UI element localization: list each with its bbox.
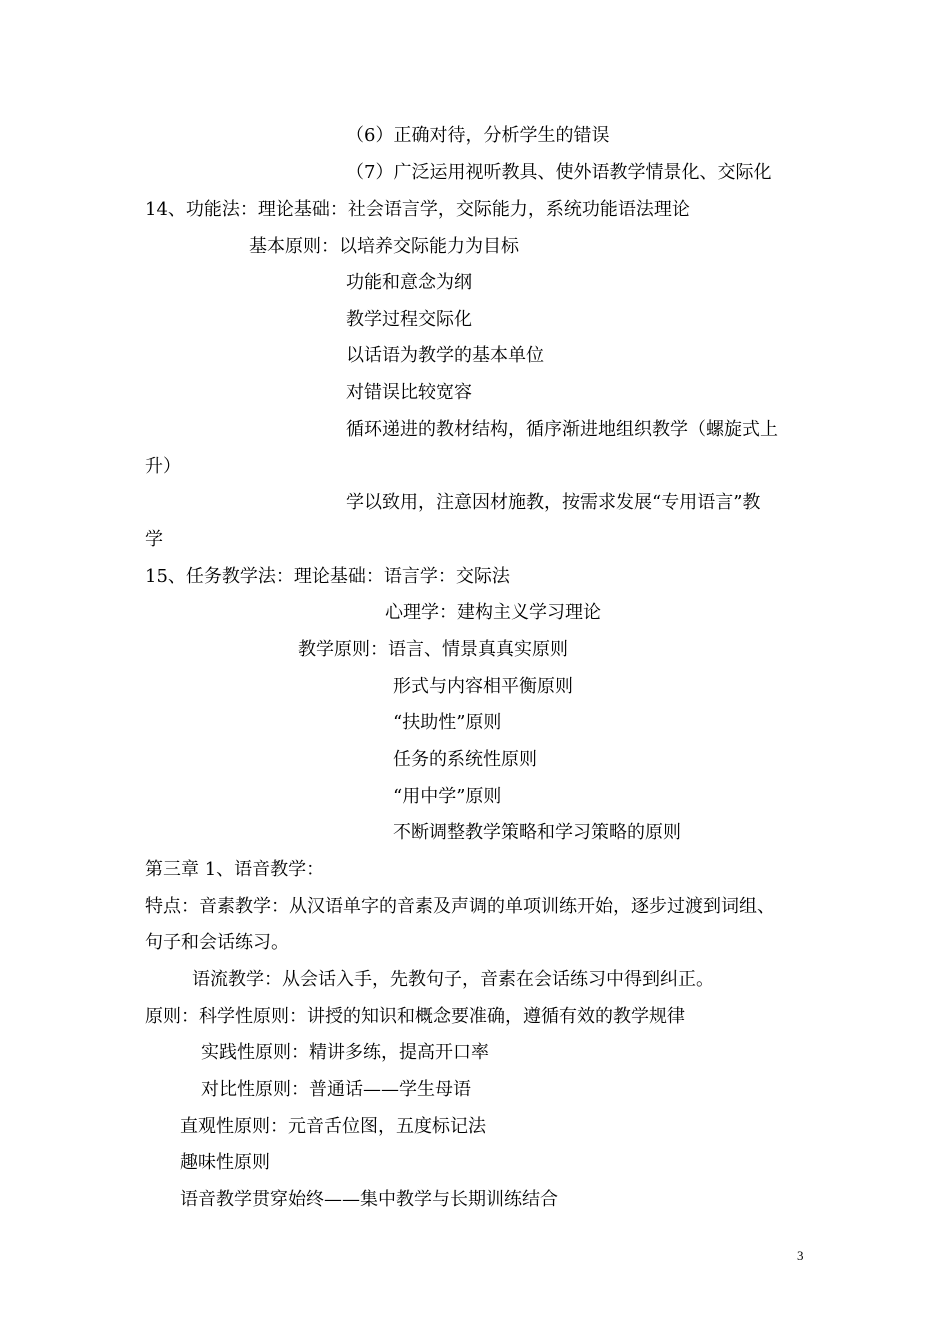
text-line: 升）: [145, 456, 181, 477]
text-line: 学: [145, 529, 163, 550]
text-line: 基本原则：以培养交际能力为目标: [249, 236, 519, 257]
text-line: 功能和意念为纲: [346, 272, 472, 293]
text-line: “扶助性”原则: [393, 712, 502, 733]
text-line: 句子和会话练习。: [145, 932, 289, 953]
text-line: 趣味性原则: [180, 1152, 270, 1173]
text-line: 语音教学贯穿始终——集中教学与长期训练结合: [180, 1189, 558, 1210]
text-line: 教学原则：语言、情景真真实原则: [298, 639, 568, 660]
chapter-heading: 第三章 1、语音教学：: [145, 859, 325, 880]
text-line: 心理学：建构主义学习理论: [385, 602, 601, 623]
section-heading: 14、功能法：理论基础：社会语言学，交际能力，系统功能语法理论: [145, 199, 690, 220]
text-line: 语流教学：从会话入手，先教句子，音素在会话练习中得到纠正。: [192, 969, 714, 990]
text-line: 特点：音素教学：从汉语单字的音素及声调的单项训练开始，逐步过渡到词组、: [145, 896, 775, 917]
section-heading: 15、任务教学法：理论基础：语言学：交际法: [145, 566, 510, 587]
text-line: 形式与内容相平衡原则: [393, 676, 573, 697]
text-line: 实践性原则：精讲多练，提高开口率: [201, 1042, 489, 1063]
text-line: 教学过程交际化: [346, 309, 472, 330]
text-line: 任务的系统性原则: [393, 749, 537, 770]
text-line: “用中学”原则: [393, 786, 502, 807]
text-line: 对错误比较宽容: [346, 382, 472, 403]
text-line: 原则：科学性原则：讲授的知识和概念要准确，遵循有效的教学规律: [145, 1006, 685, 1027]
text-line: 对比性原则：普通话——学生母语: [201, 1079, 471, 1100]
text-line: （7）广泛运用视听教具、使外语教学情景化、交际化: [346, 162, 772, 183]
text-line: 循环递进的教材结构，循序渐进地组织教学（螺旋式上: [346, 419, 778, 440]
page-number: 3: [797, 1248, 804, 1263]
text-line: （6）正确对待，分析学生的错误: [346, 125, 610, 146]
text-line: 以话语为教学的基本单位: [346, 345, 544, 366]
text-line: 不断调整教学策略和学习策略的原则: [393, 822, 681, 843]
text-line: 学以致用，注意因材施教，按需求发展“专用语言”教: [346, 492, 761, 513]
text-line: 直观性原则：元音舌位图，五度标记法: [180, 1116, 486, 1137]
